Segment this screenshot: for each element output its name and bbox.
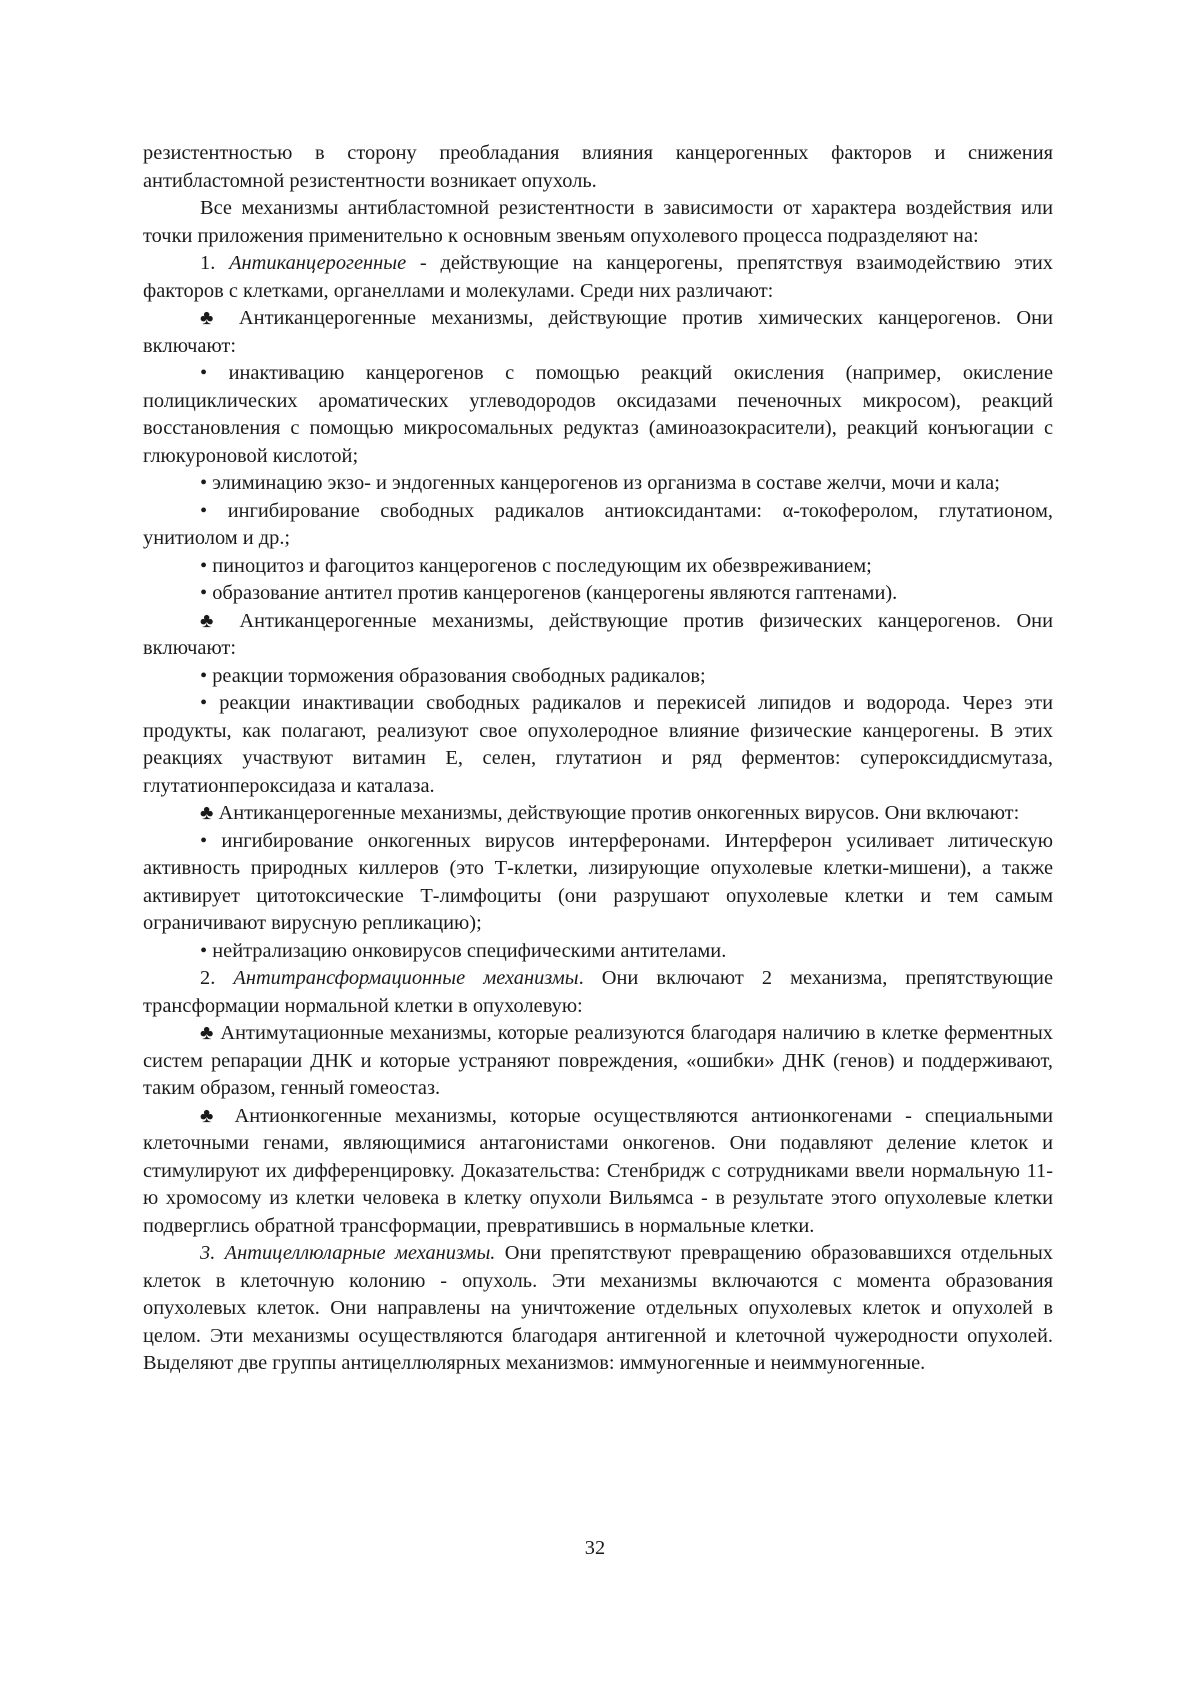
term-anticarcinogenic: Антиканцерогенные: [229, 252, 407, 274]
list-item: • ингибирование онкогенных вирусов интерферонами. Интерферон усиливает литическую активность природных киллеров (это Т-клетки, лизирующие опухолевые клетки-мишени), а также активирует цитотоксические Т-лимфоциты (они разрушают опухолевые клетки и тем самым ограничивают вирусную репликацию);: [143, 829, 1053, 934]
list-item: • реакции инактивации свободных радикалов и перекисей липидов и водорода. Через эти продукты, как полагают, реализуют свое опухолеродное влияние физические канцерогены. В этих реакциях участвуют витамин Е, селен, глутатион и ряд ферментов: супероксиддисмутаза, глутатионпероксидаза и каталаза.: [143, 692, 1053, 797]
list-item: • ингибирование свободных радикалов антиоксидантами: α-токоферолом, глутатионом, унитиолом и др.;: [143, 499, 1053, 549]
term-anticellular: 3. Антицеллюларные механизмы.: [200, 1242, 496, 1264]
paragraph-antimutation: ♣ Антимутационные механизмы, которые реализуются благодаря наличию в клетке ферментных систем репарации ДНК и которые устраняют повреждения, «ошибки» ДНК (генов) и поддерживают, таким образом, генный гомеостаз.: [143, 1022, 1053, 1099]
paragraph-physical: ♣ Антиканцерогенные механизмы, действующие против физических канцерогенов. Они включают:: [143, 609, 1053, 659]
paragraph-antioncogene: ♣ Антионкогенные механизмы, которые осуществляются антионкогенами - специальными клеточными генами, являющимися антагонистами онкогенов. Они подавляют деление клеток и стимулируют их дифференцировку. Доказательства: Стенбридж с сотрудниками ввели нормальную 11-ю хромосому из клетки человека в клетку опухоли Вильямса - в результате этого опухолевые клетки подверглись обратной трансформации, превратившись в нормальные клетки.: [143, 1104, 1053, 1237]
paragraph-intro: Все механизмы антибластомной резистентности в зависимости от характера воздействия или точки приложения применительно к основным звеньям опухолевого процесса подразделяют на:: [143, 197, 1053, 247]
paragraph-section-1: 1. Антиканцерогенные - действующие на канцерогены, препятствуя взаимодействию этих факторов с клетками, органеллами и молекулами. Среди них различают:: [143, 252, 1054, 302]
paragraph-section-3: 3. Антицеллюларные механизмы. Они препятствуют превращению образовавшихся отдельных клеток в клеточную колонию - опухоль. Эти механизмы включаются с момента образования опухолевых клеток. Они направлены на уничтожение отдельных опухолевых клеток и опухолей в целом. Эти механизмы осуществляются благодаря антигенной и клеточной чужеродности опухолей. Выделяют две группы антицеллюлярных механизмов: иммуногенные и неиммуногенные.: [143, 1242, 1054, 1374]
paragraph-continuation: резистентностью в сторону преобладания влияния канцерогенных факторов и снижения антибластомной резистентности возникает опухоль.: [143, 142, 1053, 192]
body-text: [143, 140, 1053, 1378]
list-item: • инактивацию канцерогенов с помощью реакций окисления (например, окисление полициклических ароматических углеводородов оксидазами печеночных микросом), реакций восстановления с помощью микросомальных редуктаз (аминоазокрасители), реакций конъюгации с глюкуроновой кислотой;: [143, 362, 1053, 467]
paragraph-viral: ♣ Антиканцерогенные механизмы, действующие против онкогенных вирусов. Они включают:: [200, 802, 1020, 824]
paragraph-chemical: ♣ Антиканцерогенные механизмы, действующие против химических канцерогенов. Они включают:: [143, 307, 1053, 357]
list-item: • элиминацию экзо- и эндогенных канцерогенов из организма в составе желчи, мочи и кала;: [200, 472, 1000, 494]
list-item: • образование антител против канцерогенов (канцерогены являются гаптенами).: [200, 582, 898, 604]
paragraph-section-2: 2. Антитрансформационные механизмы. Они включают 2 механизма, препятствующие трансформации нормальной клетки в опухолевую:: [143, 967, 1054, 1017]
list-item: • нейтрализацию онковирусов специфическими антителами.: [200, 939, 727, 962]
list-item: • пиноцитоз и фагоцитоз канцерогенов с последующим их обезвреживанием;: [200, 554, 872, 577]
list-item: • реакции торможения образования свободных радикалов;: [200, 664, 706, 687]
term-antitransformation: Антитрансформационные механизмы: [233, 967, 579, 989]
page-number: 32: [584, 1537, 606, 1559]
